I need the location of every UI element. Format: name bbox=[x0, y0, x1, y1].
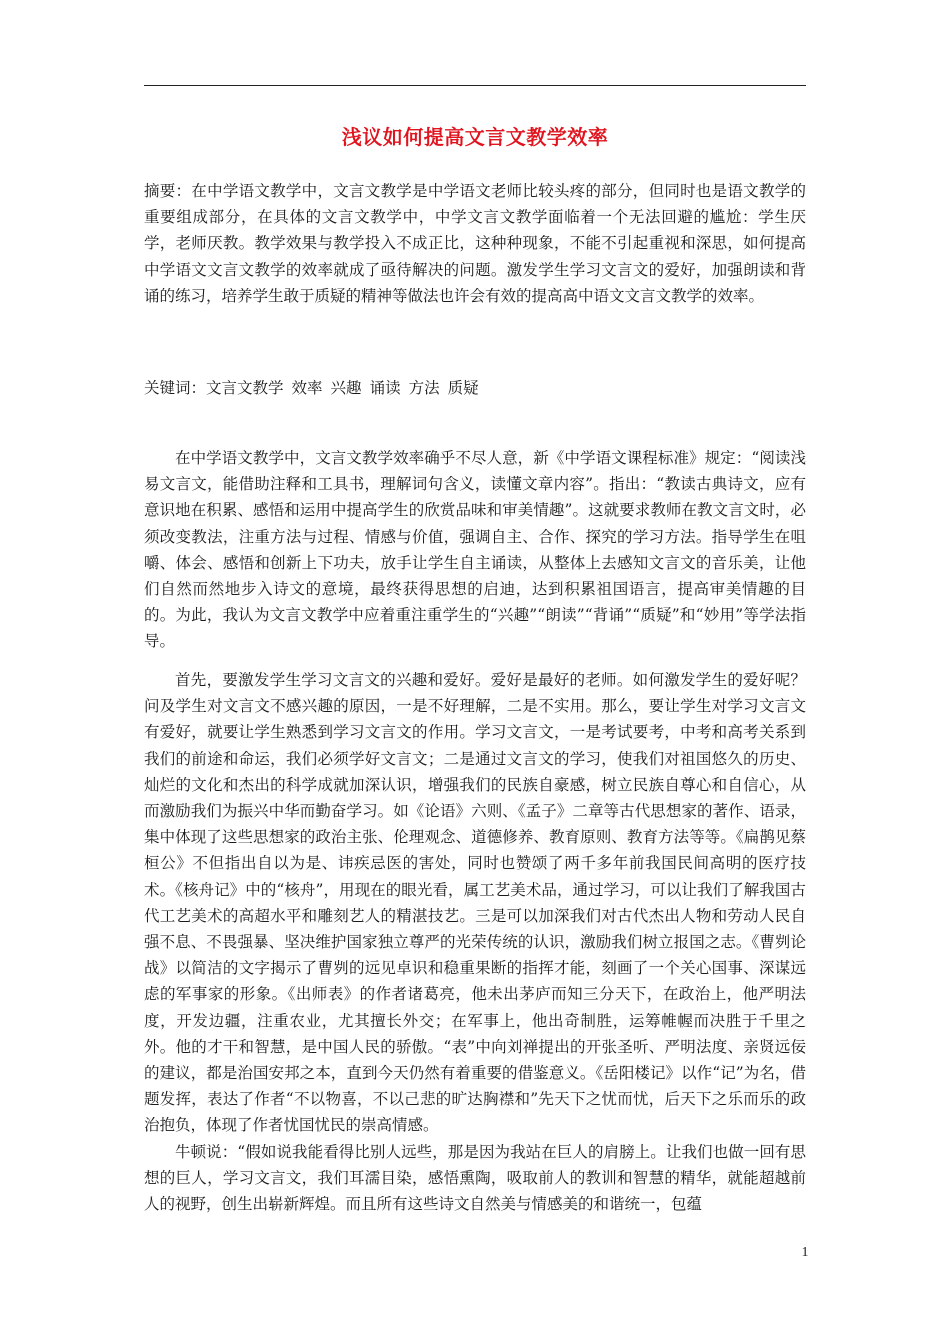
keyword: 效率 bbox=[291, 379, 323, 397]
keywords-line bbox=[144, 375, 806, 401]
keyword: 文言文教学 bbox=[206, 379, 284, 397]
keyword: 质疑 bbox=[447, 379, 479, 397]
keywords-label: 关键词： bbox=[144, 379, 207, 397]
keyword: 兴趣 bbox=[330, 379, 362, 397]
body-paragraph: 首先，要激发学生学习文言文的兴趣和爱好。爱好是最好的老师。如何激发学生的爱好呢？问及学生对文言文不感兴趣的原因，一是不好理解，二是不实用。那么，要让学生对学习文言文有爱好，就要让学生熟悉到学习文言文的作用。学习文言文，一是考试要考，中考和高考关系到我们的前途和命运，我们必须学好文言文；二是通过文言文的学习，使我们对祖国悠久的历史、灿烂的文化和杰出的科学成就加深认识，增强我们的民族自豪感，树立民族自尊心和自信心，从而激励我们为振兴中华而勤奋学习。如《论语》六则、《孟子》二章等古代思想家的著作、语录，集中体现了这些思想家的政治主张、伦理观念、道德修养、教育原则、教育方法等等。《扁鹊见蔡桓公》不但指出自以为是、讳疾忌医的害处，同时也赞颂了两千多年前我国民间高明的医疗技术。《核舟记》中的“核舟”，用现在的眼光看，属工艺美术品，通过学习，可以让我们了解我国古代工艺美术的高超水平和雕刻艺人的精湛技艺。三是可以加深我们对古代杰出人物和劳动人民自强不息、不畏强暴、坚决维护国家独立尊严的光荣传统的认识，激励我们树立报国之志。《曹刿论战》以简洁的文字揭示了曹刿的远见卓识和稳重果断的指挥才能，刻画了一个关心国事、深谋远虑的军事家的形象。《出师表》的作者诸葛亮，他未出茅庐而知三分天下，在政治上，他严明法度，开发边疆，注重农业，尤其擅长外交；在军事上，他出奇制胜，运筹帷幄而决胜于千里之外。他的才干和智慧，是中国人民的骄傲。“表”中向刘禅提出的开张圣听、严明法度、亲贤远佞的建议，都是治国安邦之本，直到今天仍然有着重要的借鉴意义。《岳阳楼记》以作“记”为名，借题发挥，表达了作者“不以物喜，不以己悲的旷达胸襟和”先天下之忧而忧，后天下之乐而乐的政治抱负，体现了作者忧国忧民的崇高情感。 bbox=[144, 671, 806, 1135]
abstract-paragraph: 摘要：在中学语文教学中，文言文教学是中学语文老师比较头疼的部分，但同时也是语文教学的重要组成部分，在具体的文言文教学中，中学文言文教学面临着一个无法回避的尴尬：学生厌学，老师厌教。教学效果与教学投入不成正比，这种种现象，不能不引起重视和深思，如何提高中学语文文言文教学的效率就成了亟待解决的问题。激发学生学习文言文的爱好，加强朗读和背诵的练习，培养学生敢于质疑的精神等做法也许会有效的提高高中语文文言文教学的效率。 bbox=[144, 182, 806, 305]
page-number: 1 bbox=[801, 1245, 809, 1260]
keyword: 方法 bbox=[408, 379, 440, 397]
header-rule bbox=[144, 85, 806, 86]
body-paragraph: 牛顿说：“假如说我能看得比别人远些，那是因为我站在巨人的肩膀上。让我们也做一回有思想的巨人，学习文言文，我们耳濡目染，感悟熏陶，吸取前人的教训和智慧的精华，就能超越前人的视野，创生出崭新辉煌。而且所有这些诗文自然美与情感美的和谐统一，包蕴 bbox=[144, 1143, 806, 1214]
keyword: 诵读 bbox=[369, 379, 401, 397]
body-paragraph: 在中学语文教学中，文言文教学效率确乎不尽人意，新《中学语文课程标准》规定：“阅读浅易文言文，能借助注释和工具书，理解词句含义，读懂文章内容”。指出：“教读古典诗文，应有意识地在积累、感悟和运用中提高学生的欣赏品味和审美情趣”。这就要求教师在教文言文时，必须改变教法，注重方法与过程、情感与价值，强调自主、合作、探究的学习方法。指导学生在咀嚼、体会、感悟和创新上下功夫，放手让学生自主诵读，从整体上去感知文言文的音乐美，让他们自然而然地步入诗文的意境，最终获得思想的启迪，达到积累祖国语言，提高审美情趣的目的。为此，我认为文言文教学中应着重注重学生的“兴趣”“朗读”“背诵”“质疑”和“妙用”等学法指导。 bbox=[144, 449, 806, 651]
document-title: 浅议如何提高文言文教学效率 bbox=[341, 125, 609, 149]
